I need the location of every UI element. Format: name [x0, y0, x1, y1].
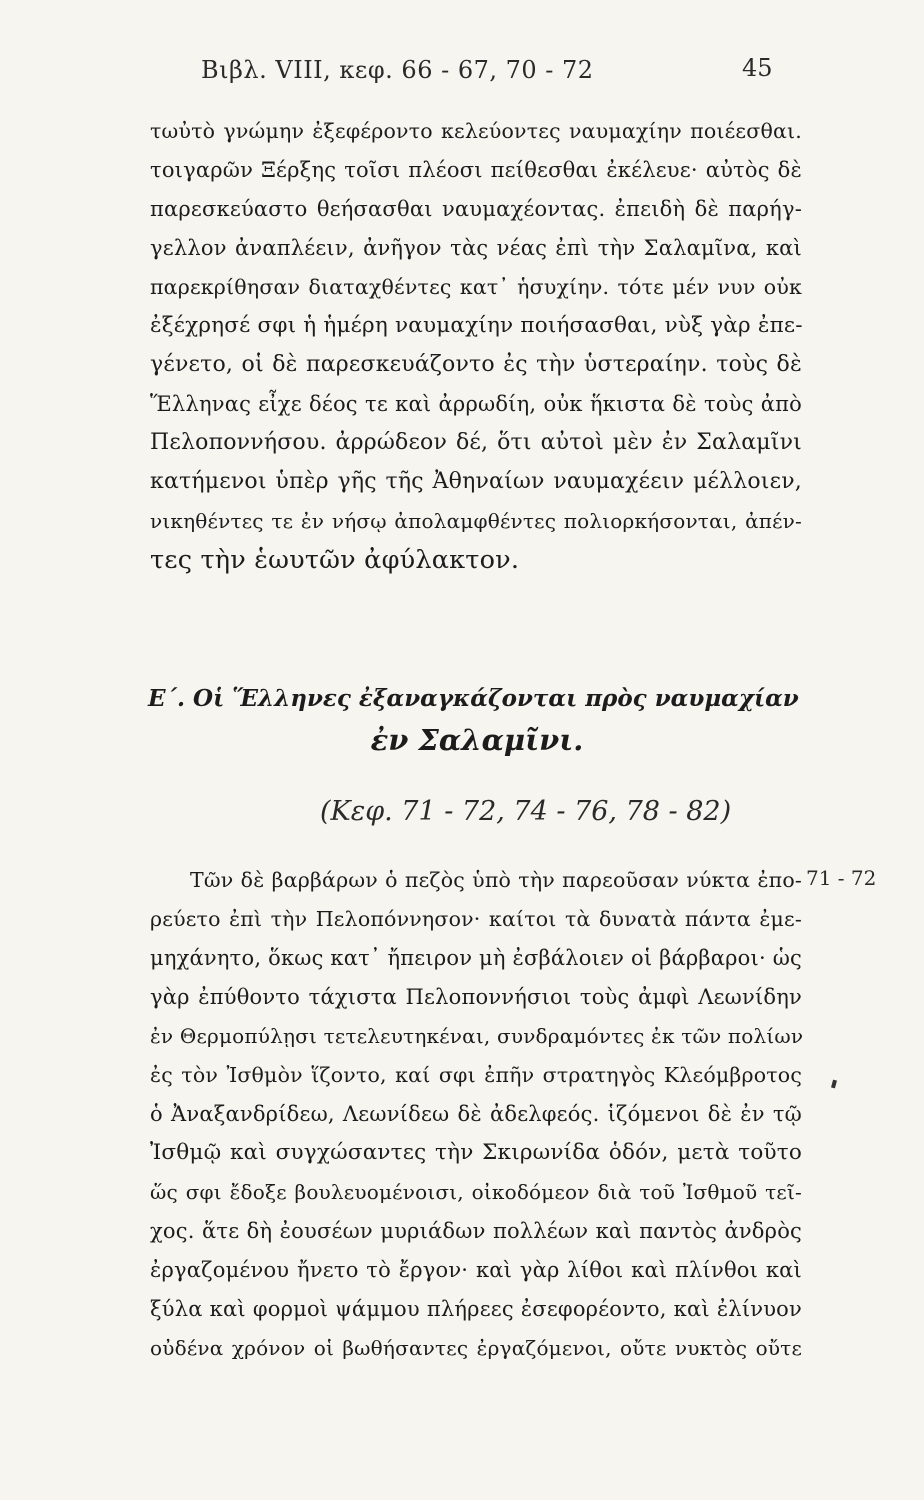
text-line: ρεύετο ἐπὶ τὴν Πελοπόννησον· καίτοι τὰ δυνατὰ πάντα ἐμε- [150, 907, 802, 931]
text-line: παρεσκεύαστο θεήσασθαι ναυμαχέοντας. ἐπειδὴ δὲ παρήγ- [150, 197, 802, 221]
chapter-reference: (Κεφ. 71 - 72, 74 - 76, 78 - 82) [320, 796, 732, 827]
text-line: τες τὴν ἑωυτῶν ἀφύλακτον. [150, 545, 520, 575]
text-line: Πελοποννήσου. ἀρρώδεον δέ, ὅτι αὐτοὶ μὲν ἐν Σαλαμῖνι [150, 430, 802, 455]
text-line: ξύλα καὶ φορμοὶ ψάμμου πλήρεες ἐσεφορέοντο, καὶ ἐλίνυον [150, 1297, 802, 1321]
text-line: Ἕλληνας εἶχε δέος τε καὶ ἀρρωδίη, οὐκ ἥκιστα δὲ τοὺς ἀπὸ [150, 392, 802, 416]
text-line: ἐν Θερμοπύλῃσι τετελευτηκέναι, συνδραμόντες ἐκ τῶν πολίων [150, 1024, 804, 1048]
text-line: Τῶν δὲ βαρβάρων ὁ πεζὸς ὑπὸ τὴν παρεοῦσαν νύκτα ἐπο- [190, 868, 802, 892]
text-line: ἐς τὸν Ἰσθμὸν ἵζοντο, καί σφι ἐπῆν στρατηγὸς Κλεόμβροτος [150, 1063, 802, 1087]
text-line: ὥς σφι ἔδοξε βουλευομένοισι, οἰκοδόμεον διὰ τοῦ Ἰσθμοῦ τεῖ- [150, 1180, 802, 1204]
text-line: παρεκρίθησαν διαταχθέντες κατ᾽ ἡσυχίην. τότε μέν νυν οὐκ [150, 275, 802, 299]
text-line: ἐργαζομένου ἤνετο τὸ ἔργον· καὶ γὰρ λίθοι καὶ πλίνθοι καὶ [150, 1258, 802, 1282]
text-line: οὐδένα χρόνον οἱ βωθήσαντες ἐργαζόμενοι, οὔτε νυκτὸς οὔτε [150, 1336, 802, 1360]
text-line: ὁ Ἀναξανδρίδεω, Λεωνίδεω δὲ ἀδελφεός. ἱζόμενοι δὲ ἐν τῷ [150, 1102, 802, 1126]
text-line: τωὐτὸ γνώμην ἐξεφέροντο κελεύοντες ναυμαχίην ποιέεσθαι. [150, 119, 802, 143]
text-line: γὰρ ἐπύθοντο τάχιστα Πελοποννήσιοι τοὺς ἀμφὶ Λεωνίδην [150, 985, 802, 1009]
text-line: ἐξέχρησέ σφι ἡ ἡμέρη ναυμαχίην ποιήσασθαι, νὺξ γὰρ ἐπε- [150, 313, 803, 338]
page-number: 45 [742, 54, 773, 82]
text-line: χος. ἅτε δὴ ἐουσέων μυριάδων πολλέων καὶ παντὸς ἀνδρὸς [150, 1219, 802, 1243]
ink-speck [831, 1080, 837, 1089]
text-line: μηχάνητο, ὅκως κατ᾽ ἤπειρον μὴ ἐσβάλοιεν οἱ βάρβαροι· ὡς [150, 946, 802, 970]
text-line: τοιγαρῶν Ξέρξης τοῖσι πλέοσι πείθεσθαι ἐκέλευε· αὐτὸς δὲ [150, 158, 802, 182]
text-line: γελλον ἀναπλέειν, ἀνῆγον τὰς νέας ἐπὶ τὴν Σαλαμῖνα, καὶ [150, 236, 802, 260]
text-line: νικηθέντες τε ἐν νήσῳ ἀπολαμφθέντες πολιορκήσονται, ἀπέν- [150, 509, 802, 533]
margin-chapter-note: 71 - 72 [806, 866, 877, 890]
text-line: γένετο, οἱ δὲ παρεσκευάζοντο ἐς τὴν ὑστεραίην. τοὺς δὲ [150, 352, 802, 377]
running-head: Βιβλ. VIII, κεφ. 66 - 67, 70 - 72 [201, 56, 594, 84]
section-heading-continued: ἐν Σαλαμῖνι. [370, 723, 584, 757]
text-line: Ἰσθμῷ καὶ συγχώσαντες τὴν Σκιρωνίδα ὁδόν, μετὰ τοῦτο [150, 1140, 802, 1165]
text-line: κατήμενοι ὑπὲρ γῆς τῆς Ἀθηναίων ναυμαχέειν μέλλοιεν, [150, 469, 802, 494]
section-heading: Ε΄. Οἱ Ἕλληνες ἐξαναγκάζονται πρὸς ναυμαχίαν [148, 685, 799, 712]
